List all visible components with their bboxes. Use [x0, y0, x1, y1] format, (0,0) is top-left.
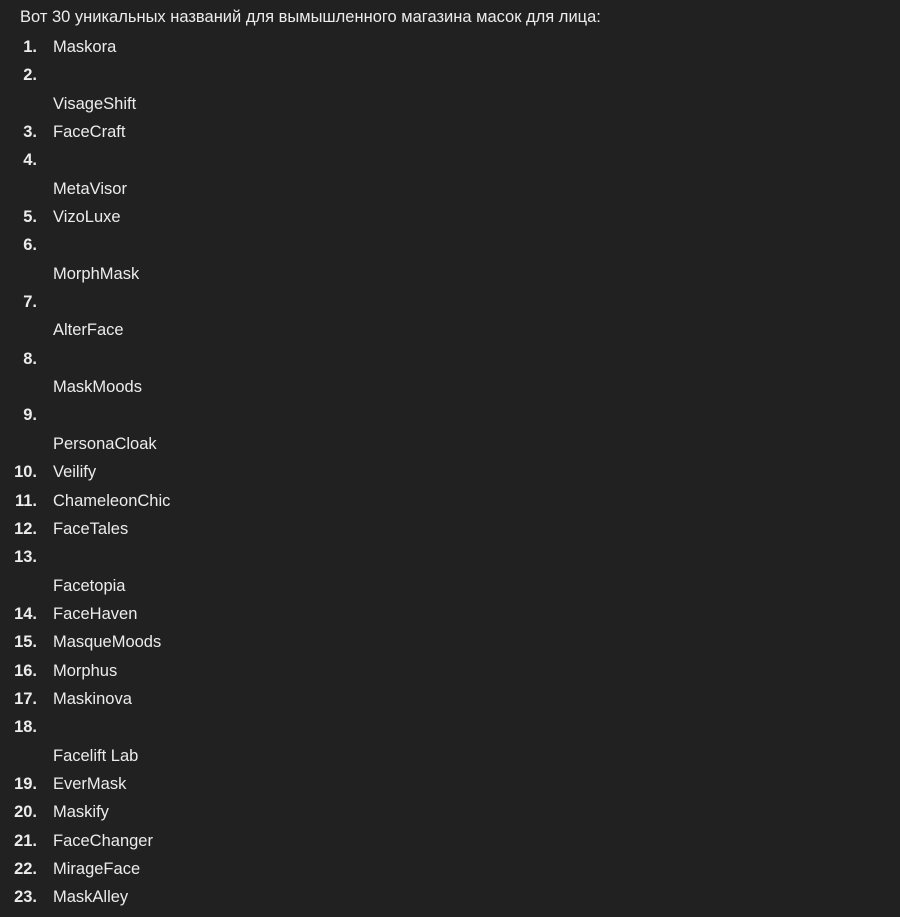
list-item-name: MaskAlley — [53, 888, 129, 907]
list-item — [0, 118, 900, 146]
list-item-name: FaceHaven — [53, 604, 138, 623]
list-item — [0, 685, 900, 713]
list-item-number: 6. — [23, 236, 37, 255]
names-list — [0, 33, 900, 912]
list-item-number: 18. — [14, 718, 37, 737]
list-item-number: 20. — [14, 803, 37, 822]
list-item-name: Maskinova — [53, 689, 132, 708]
list-item-number: 19. — [14, 774, 37, 793]
list-item-number: 1. — [23, 38, 37, 56]
list-item-name: FaceChanger — [53, 831, 153, 850]
list-item — [0, 600, 900, 628]
list-item-name: MaskMoods — [53, 378, 142, 397]
list-item-name: MetaVisor — [53, 179, 127, 198]
list-item-name: FaceTales — [53, 519, 129, 538]
list-item-number: 13. — [14, 548, 37, 567]
list-item-number: 5. — [23, 208, 37, 227]
list-item-name: MirageFace — [53, 859, 141, 878]
list-item-number: 12. — [14, 519, 37, 538]
list-item-number: 10. — [14, 463, 37, 482]
list-item-number: 23. — [14, 888, 37, 907]
list-item — [0, 543, 900, 600]
list-item — [0, 61, 900, 118]
list-item-name: Maskify — [53, 803, 109, 822]
list-item — [0, 203, 900, 231]
list-item-name: VizoLuxe — [53, 208, 121, 227]
list-item-name: MasqueMoods — [53, 633, 162, 652]
intro-text: Вот 30 уникальных названий для вымышленного магазина масок для лица: — [20, 8, 601, 26]
list-item — [0, 288, 900, 345]
list-item-name: Veilify — [53, 463, 97, 482]
list-item — [0, 883, 900, 911]
list-item-number: 16. — [14, 661, 37, 680]
list-item-number: 8. — [23, 349, 37, 368]
list-item-name: AlterFace — [53, 321, 124, 340]
list-item-number: 14. — [14, 604, 37, 623]
list-item-number: 11. — [14, 491, 37, 510]
list-item — [0, 33, 900, 61]
list-item — [0, 515, 900, 543]
list-item — [0, 231, 900, 288]
list-item-name: Morphus — [53, 661, 118, 680]
list-item-number: 17. — [14, 689, 37, 708]
list-item-name: PersonaCloak — [53, 434, 157, 453]
list-item — [0, 713, 900, 770]
list-item-name: EverMask — [53, 774, 127, 793]
list-item-number: 7. — [23, 293, 37, 312]
list-item — [0, 458, 900, 486]
list-item-number: 2. — [23, 66, 37, 85]
list-item — [0, 401, 900, 458]
list-item-number: 21. — [14, 831, 37, 850]
list-item — [0, 146, 900, 203]
list-item — [0, 855, 900, 883]
list-item-number: 22. — [14, 859, 37, 878]
list-item — [0, 770, 900, 798]
list-item-name: ChameleonChic — [53, 491, 171, 510]
list-item — [0, 657, 900, 685]
list-item-name: Maskora — [53, 38, 117, 56]
list-item — [0, 827, 900, 855]
list-item-name: Facetopia — [53, 576, 126, 595]
list-item — [0, 798, 900, 826]
list-item-number: 9. — [23, 406, 37, 425]
list-item-name: MorphMask — [53, 264, 140, 283]
list-item-number: 3. — [23, 123, 37, 142]
list-item-number: 4. — [23, 151, 37, 170]
list-item-name: FaceCraft — [53, 123, 126, 142]
list-item-name: VisageShift — [53, 94, 137, 113]
list-item-number: 15. — [14, 633, 37, 652]
list-item-name: Facelift Lab — [53, 746, 139, 765]
list-item — [0, 487, 900, 515]
list-item — [0, 345, 900, 402]
list-item — [0, 628, 900, 656]
